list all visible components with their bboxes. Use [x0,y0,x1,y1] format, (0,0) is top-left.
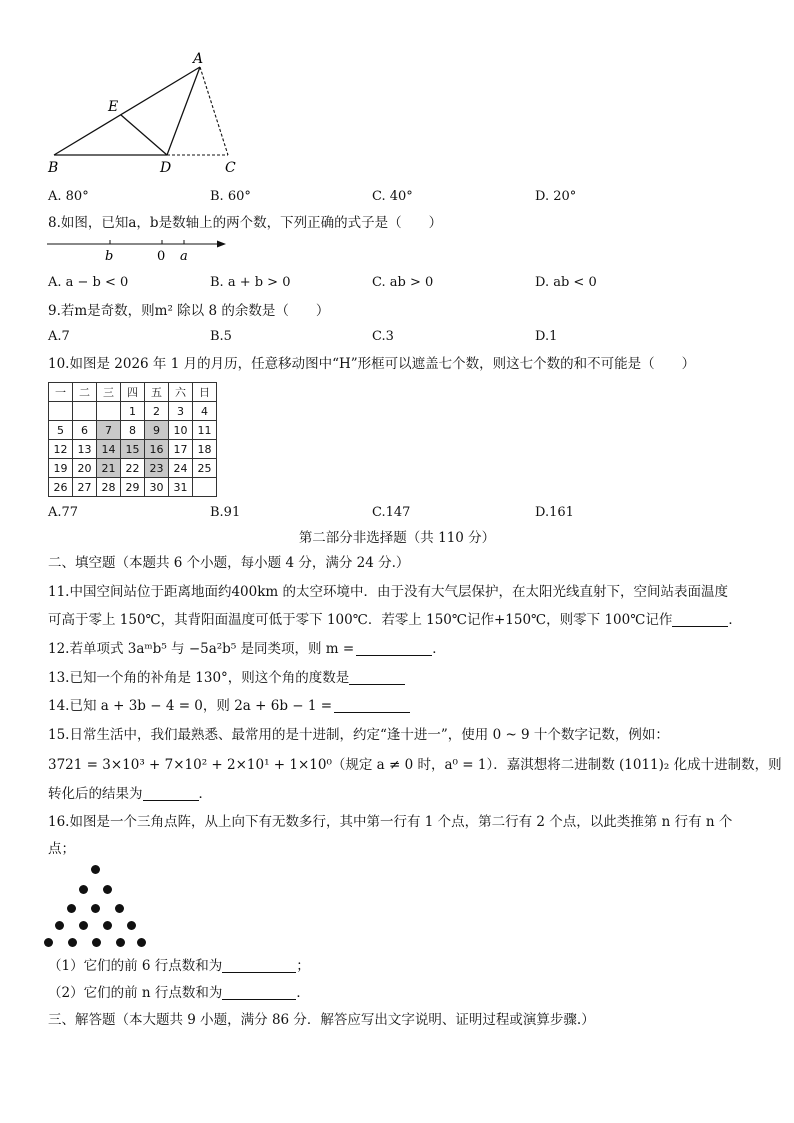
calendar-cell: 18 [193,440,217,459]
q7-option-b: B. 60° [210,189,251,204]
q11-line2 [48,611,742,629]
q13-text: 13.已知一个角的补角是 130°，则这个角的度数是 [48,670,350,686]
triangle-figure [40,44,260,179]
calendar-cell [97,402,121,421]
dot-triangle-figure [40,860,160,955]
dot [127,921,136,930]
dot [67,904,76,913]
q15-line3-text: 转化后的结果为 [48,786,143,802]
calendar-cell-shaded: 21 [97,459,121,478]
calendar-cell: 4 [193,402,217,421]
q16-sub1 [48,957,310,975]
calendar-cell: 12 [49,440,73,459]
dot [103,885,112,894]
calendar-cell: 28 [97,478,121,497]
dot [68,938,77,947]
q11-line2-text: 可高于零上 150℃，其背阳面温度可低于零下 100℃．若零上 150℃记作+150℃，则零下 100℃记作 [48,612,673,628]
dot [55,921,64,930]
axis-label-zero: 0 [157,249,166,264]
q14-line [48,697,410,715]
weekday-header: 四 [121,383,145,402]
calendar-cell-shaded: 7 [97,421,121,440]
calendar-row [49,440,217,459]
q16-sub1-blank[interactable] [222,958,296,973]
calendar-cell: 11 [193,421,217,440]
calendar-cell-shaded: 14 [97,440,121,459]
calendar-cell: 24 [169,459,193,478]
weekday-header: 三 [97,383,121,402]
q15-line1: 15.日常生活中，我们最熟悉、最常用的是十进制，约定“逢十进一”，使用 0 ~ 9 十个数字记数，例如： [48,727,669,743]
label-E: E [108,99,119,115]
weekday-header: 六 [169,383,193,402]
calendar-cell: 27 [73,478,97,497]
q10-option-a: A.77 [48,505,79,520]
q7-option-d: D. 20° [535,189,577,204]
q15-answer-blank[interactable] [143,786,199,801]
calendar-cell: 5 [49,421,73,440]
calendar-cell: 22 [121,459,145,478]
number-line [44,234,234,264]
label-C: C [225,160,236,176]
q8-option-a: A. a − b < 0 [48,275,129,290]
calendar-cell: 6 [73,421,97,440]
calendar-row [49,421,217,440]
calendar-cell [49,402,73,421]
calendar-cell: 19 [49,459,73,478]
calendar-cell: 17 [169,440,193,459]
q11-end: ． [728,612,742,628]
q12-answer-blank[interactable] [356,641,432,656]
calendar-cell-shaded: 23 [145,459,169,478]
calendar-cell: 31 [169,478,193,497]
calendar-cell [73,402,97,421]
dot [44,938,53,947]
q15-end: ． [198,786,212,802]
dot [92,938,101,947]
q16-sub1-end: ； [296,958,310,974]
calendar-table [48,382,217,497]
q12-text: 12.若单项式 3aᵐb⁵ 与 −5a²b⁵ 是同类项，则 m = [48,641,355,657]
dot [79,921,88,930]
q9-option-b: B.5 [210,329,232,344]
q15-line2: 3721 = 3×10³ + 7×10² + 2×10¹ + 1×10⁰（规定 a ≠ 0 时，a⁰ = 1）．嘉淇想将二进制数 (1011)₂ 化成十进制数，则 [48,757,782,773]
calendar-cell-shaded: 9 [145,421,169,440]
part2-title: 第二部分非选择题（共 110 分） [298,530,496,546]
section2-heading: 二、填空题（本题共 6 个小题，每小题 4 分，满分 24 分.） [48,555,410,571]
q14-answer-blank[interactable] [334,698,410,713]
q16-sub2-end: ． [296,985,310,1001]
weekday-header: 二 [73,383,97,402]
q8-option-d: D. ab < 0 [535,275,597,290]
q8-option-b: B. a + b > 0 [210,275,291,290]
calendar-cell: 26 [49,478,73,497]
dot [116,938,125,947]
calendar-row [49,402,217,421]
weekday-header: 一 [49,383,73,402]
calendar-cell-shaded: 15 [121,440,145,459]
q16-line2: 点； [48,841,75,857]
q16-line1: 16.如图是一个三角点阵，从上向下有无数多行，其中第一行有 1 个点，第二行有 2 个点，以此类推第 n 行有 n 个 [48,814,733,830]
calendar-cell: 29 [121,478,145,497]
calendar-cell: 2 [145,402,169,421]
calendar-cell-shaded: 16 [145,440,169,459]
dot [91,904,100,913]
calendar-cell: 8 [121,421,145,440]
q10-option-c: C.147 [372,505,411,520]
q16-sub2-text: （2）它们的前 n 行点数和为 [48,985,223,1001]
calendar-cell: 1 [121,402,145,421]
section3-heading: 三、解答题（本大题共 9 小题，满分 86 分．解答应写出文字说明、证明过程或演算步骤.） [48,1012,595,1028]
calendar-header-row [49,383,217,402]
dot [115,904,124,913]
q13-line [48,669,405,687]
q8-stem: 8.如图，已知a，b是数轴上的两个数，下列正确的式子是（ ） [48,215,443,231]
weekday-header: 日 [193,383,217,402]
q13-answer-blank[interactable] [349,670,405,685]
calendar-cell: 3 [169,402,193,421]
label-B: B [48,160,59,176]
calendar-cell: 30 [145,478,169,497]
q16-sub2-blank[interactable] [222,985,296,1000]
q11-answer-blank[interactable] [672,612,728,627]
q10-option-b: B.91 [210,505,241,520]
calendar-row [49,478,217,497]
label-D: D [160,160,172,176]
calendar-cell: 10 [169,421,193,440]
calendar-cell: 20 [73,459,97,478]
q9-option-d: D.1 [535,329,558,344]
calendar-cell [193,478,217,497]
q12-line [48,640,446,658]
calendar-cell: 13 [73,440,97,459]
q7-option-a: A. 80° [48,189,89,204]
q16-sub2 [48,984,310,1002]
q8-option-c: C. ab > 0 [372,275,434,290]
calendar-row [49,459,217,478]
q11-line1: 11.中国空间站位于距离地面约400km 的太空环境中．由于没有大气层保护，在太阳光线直射下，空间站表面温度 [48,584,729,600]
axis-label-a: a [180,249,188,264]
dot [137,938,146,947]
q7-option-c: C. 40° [372,189,413,204]
axis-label-b: b [105,249,114,264]
q9-option-c: C.3 [372,329,394,344]
q10-option-d: D.161 [535,505,574,520]
dot [79,885,88,894]
q10-stem: 10.如图是 2026 年 1 月的月历，任意移动图中“H”形框可以遮盖七个数，则这七个数的和不可能是（ ） [48,356,696,372]
q12-end: ． [432,641,446,657]
q15-line3 [48,785,212,803]
q9-option-a: A.7 [48,329,70,344]
dot [91,865,100,874]
label-A: A [193,51,204,67]
dot [103,921,112,930]
q16-sub1-text: （1）它们的前 6 行点数和为 [48,958,223,974]
q14-text: 14.已知 a + 3b − 4 = 0，则 2a + 6b − 1 = [48,698,333,714]
weekday-header: 五 [145,383,169,402]
q9-stem: 9.若m是奇数，则m² 除以 8 的余数是（ ） [48,303,330,319]
calendar-cell: 25 [193,459,217,478]
